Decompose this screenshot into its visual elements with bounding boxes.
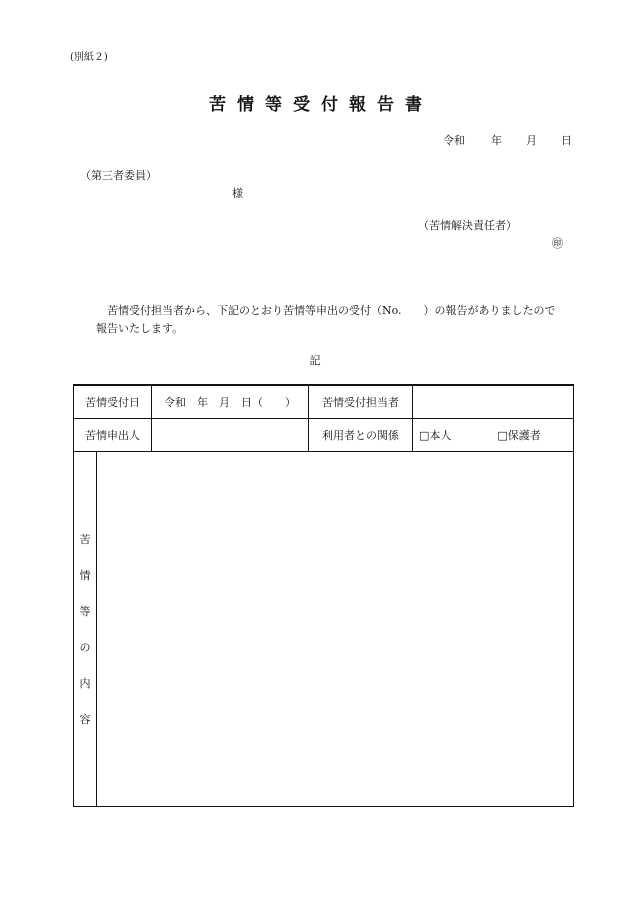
complaint-content-label bbox=[74, 452, 97, 806]
attachment-label: (別紙２) bbox=[70, 52, 108, 63]
staff-field[interactable] bbox=[413, 385, 574, 419]
content-label-char: 容 bbox=[79, 713, 91, 726]
relation-label: 利用者との関係 bbox=[309, 419, 413, 452]
body-line-1: 苦情受付担当者から、下記のとおり苦情等申出の受付（No. ）の報告がありましたので bbox=[107, 304, 556, 317]
body-line-2: 報告いたします。 bbox=[96, 322, 184, 335]
relation-checkbox-self[interactable]: □本人 bbox=[419, 429, 452, 442]
date-day-label: 日 bbox=[561, 134, 572, 147]
relation-field bbox=[413, 419, 574, 452]
document-title: 苦情等受付報告書 bbox=[209, 95, 433, 115]
content-label-char: の bbox=[79, 641, 91, 654]
receipt-date-field[interactable]: 令和 年 月 日（ ） bbox=[152, 385, 309, 419]
complaint-content-field[interactable] bbox=[74, 452, 574, 807]
content-label-char: 情 bbox=[79, 569, 91, 582]
report-form-table bbox=[73, 384, 574, 807]
content-label-char: 内 bbox=[79, 677, 91, 690]
receipt-date-label: 苦情受付日 bbox=[74, 385, 152, 419]
date-year-label: 年 bbox=[491, 134, 502, 147]
seal-mark: ㊞ bbox=[552, 237, 563, 250]
applicant-field[interactable] bbox=[152, 419, 309, 452]
addressee-honorific: 様 bbox=[232, 187, 243, 200]
applicant-label: 苦情申出人 bbox=[74, 419, 152, 452]
ki-heading: 記 bbox=[309, 354, 321, 367]
content-label-char: 苦 bbox=[79, 533, 91, 546]
date-line bbox=[443, 132, 572, 148]
relation-checkbox-guardian[interactable]: □保護者 bbox=[497, 429, 541, 442]
staff-label: 苦情受付担当者 bbox=[309, 385, 413, 419]
date-month-label: 月 bbox=[526, 134, 537, 147]
date-era: 令和 bbox=[443, 134, 465, 147]
content-label-char: 等 bbox=[79, 605, 91, 618]
sender-label: （苦情解決責任者） bbox=[418, 219, 517, 232]
report-body bbox=[82, 302, 572, 338]
addressee-label: （第三者委員） bbox=[80, 169, 157, 182]
